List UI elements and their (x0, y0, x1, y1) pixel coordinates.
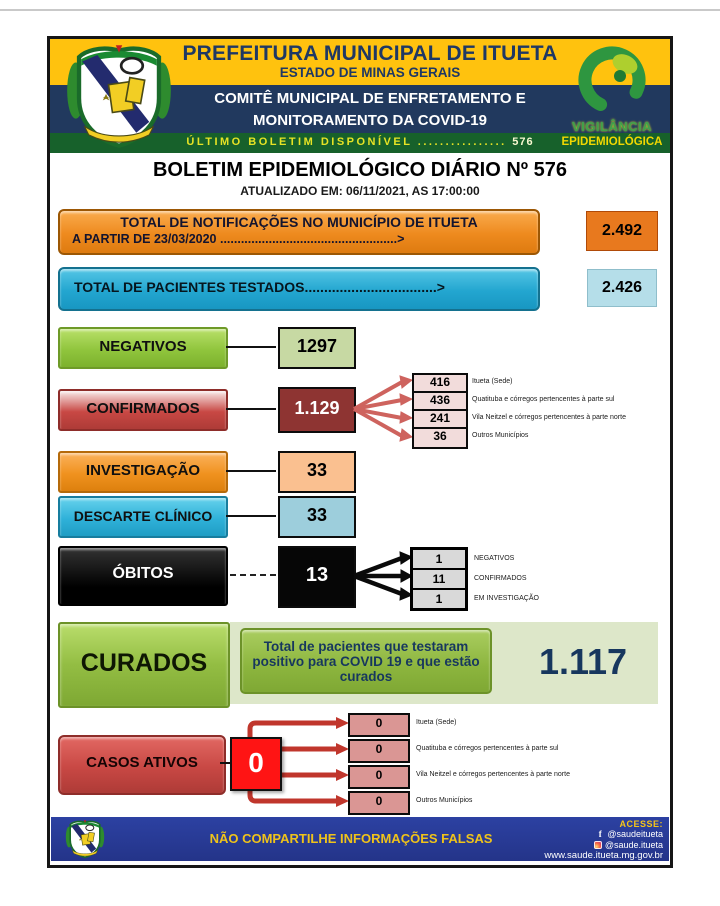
confirmados-breakdown-value: 416 (412, 373, 468, 395)
obitos-breakdown-label: NEGATIVOS (474, 555, 515, 562)
confirmados-breakdown-row (412, 391, 662, 409)
footer (51, 817, 669, 861)
obitos-breakdown-value: 1 (413, 590, 465, 608)
negativos-connector (226, 346, 276, 348)
footer-website: www.saude.itueta.mg.gov.br (544, 850, 663, 861)
city-crest-icon (60, 42, 178, 150)
casos-ativos-label: CASOS ATIVOS (58, 735, 226, 795)
prefecture-title: PREFEITURA MUNICIPAL DE ITUETA (182, 42, 558, 65)
curados-label: CURADOS (58, 622, 230, 708)
casos-ativos-breakdown-value: 0 (348, 713, 410, 737)
confirmados-breakdown-value: 36 (412, 427, 468, 449)
confirmados-breakdown-label: Itueta (Sede) (472, 378, 513, 385)
committee-line1: COMITÊ MUNICIPAL DE ENFRETAMENTO E (214, 90, 526, 107)
vigilancia-swirl-icon (557, 40, 667, 120)
page-top-rule (0, 9, 720, 11)
casos-ativos-breakdown-value: 0 (348, 791, 410, 815)
obitos-breakdown-value: 11 (413, 570, 465, 590)
footer-access-label: ACESSE: (619, 819, 663, 829)
confirmados-breakdown-label: Quatituba e córregos pertencentes à parte sul (472, 396, 615, 403)
curados-description: Total de pacientes que testaram positivo para COVID 19 e que estão curados (240, 628, 492, 694)
confirmados-connector (226, 408, 276, 410)
descarte-clinico-label: DESCARTE CLÍNICO (58, 496, 228, 538)
descarte-clinico-connector (226, 515, 276, 517)
casos-ativos-breakdown-label: Outros Municípios (416, 797, 473, 804)
casos-ativos-breakdown-row (348, 765, 628, 783)
curados-panel (230, 622, 658, 704)
notifications-value: 2.492 (586, 211, 658, 251)
obitos-breakdown-label: CONFIRMADOS (474, 575, 527, 582)
confirmados-breakdown-row (412, 427, 662, 445)
vigilancia-logo (557, 40, 667, 152)
confirmados-value: 1.129 (278, 387, 356, 433)
bulletin-document (47, 36, 673, 868)
instagram-icon (594, 841, 602, 849)
tested-bar (58, 267, 540, 311)
tested-value: 2.426 (587, 269, 657, 307)
footer-crest-icon (63, 819, 107, 859)
bulletin-title: BOLETIM EPIDEMIOLÓGICO DIÁRIO Nº 576 (152, 159, 567, 181)
investigacao-connector (226, 470, 276, 472)
obitos-breakdown-label: EM INVESTIGAÇÃO (474, 595, 539, 602)
obitos-breakdown-stack (410, 547, 468, 611)
notifications-label-line2: A PARTIR DE 23/03/2020 ...................................................> (72, 232, 405, 246)
confirmados-arrows (350, 371, 414, 449)
casos-ativos-breakdown-value: 0 (348, 739, 410, 763)
notifications-bar (58, 209, 540, 255)
confirmados-breakdown-label: Vila Neitzel e córregos pertencentes à parte norte (472, 414, 626, 421)
bulletin-updated: ATUALIZADO EM: 06/11/2021, AS 17:00:00 (240, 184, 480, 198)
casos-ativos-value: 0 (230, 737, 282, 791)
casos-ativos-breakdown-label: Itueta (Sede) (416, 719, 457, 726)
confirmados-breakdown-value: 436 (412, 391, 468, 413)
obitos-breakdown-value: 1 (413, 550, 465, 570)
negativos-label: NEGATIVOS (58, 327, 228, 369)
vigilancia-text2: EPIDEMIOLÓGICA (561, 136, 663, 148)
negativos-value: 1297 (278, 327, 356, 369)
confirmados-breakdown-value: 241 (412, 409, 468, 431)
descarte-clinico-value: 33 (278, 496, 356, 538)
confirmados-breakdown-row (412, 373, 662, 391)
investigacao-label: INVESTIGAÇÃO (58, 451, 228, 493)
state-subtitle: ESTADO DE MINAS GERAIS (279, 65, 461, 80)
footer-social (493, 819, 663, 861)
confirmados-breakdown-row (412, 409, 662, 427)
tested-label: TOTAL DE PACIENTES TESTADOS..................................> (74, 279, 445, 295)
footer-message: NÃO COMPARTILHE INFORMAÇÕES FALSAS (209, 831, 493, 846)
obitos-connector (230, 574, 276, 576)
obitos-value: 13 (278, 546, 356, 608)
vigilancia-text1: VIGILÂNCIA (571, 119, 653, 134)
facebook-handle: @saudeitueta (607, 829, 663, 839)
instagram-handle: @saude.itueta (604, 839, 663, 850)
casos-ativos-breakdown-row (348, 713, 628, 731)
facebook-icon: f (598, 829, 602, 839)
committee-line2: MONITORAMENTO DA COVID-19 (253, 112, 487, 129)
casos-ativos-breakdown-value: 0 (348, 765, 410, 789)
confirmados-breakdown-label: Outros Municípios (472, 432, 529, 439)
footer-instagram-row (493, 840, 663, 851)
casos-ativos-breakdown-label: Vila Neitzel e córregos pertencentes à parte norte (416, 771, 570, 778)
last-bulletin-number: 576 (512, 136, 534, 148)
investigacao-value: 33 (278, 451, 356, 493)
notifications-label-line1: TOTAL DE NOTIFICAÇÕES NO MUNICÍPIO DE ITUETA (120, 214, 478, 230)
casos-ativos-breakdown-label: Quatituba e córregos pertencentes à parte sul (416, 745, 559, 752)
casos-ativos-breakdown-row (348, 739, 628, 757)
footer-facebook-row (493, 829, 663, 840)
obitos-arrows (352, 548, 414, 604)
curados-value: 1.117 (538, 641, 628, 682)
casos-ativos-breakdown-row (348, 791, 628, 809)
obitos-label: ÓBITOS (58, 546, 228, 606)
last-bulletin-label: ÚLTIMO BOLETIM DISPONÍVEL ................ (186, 136, 507, 148)
confirmados-label: CONFIRMADOS (58, 389, 228, 431)
